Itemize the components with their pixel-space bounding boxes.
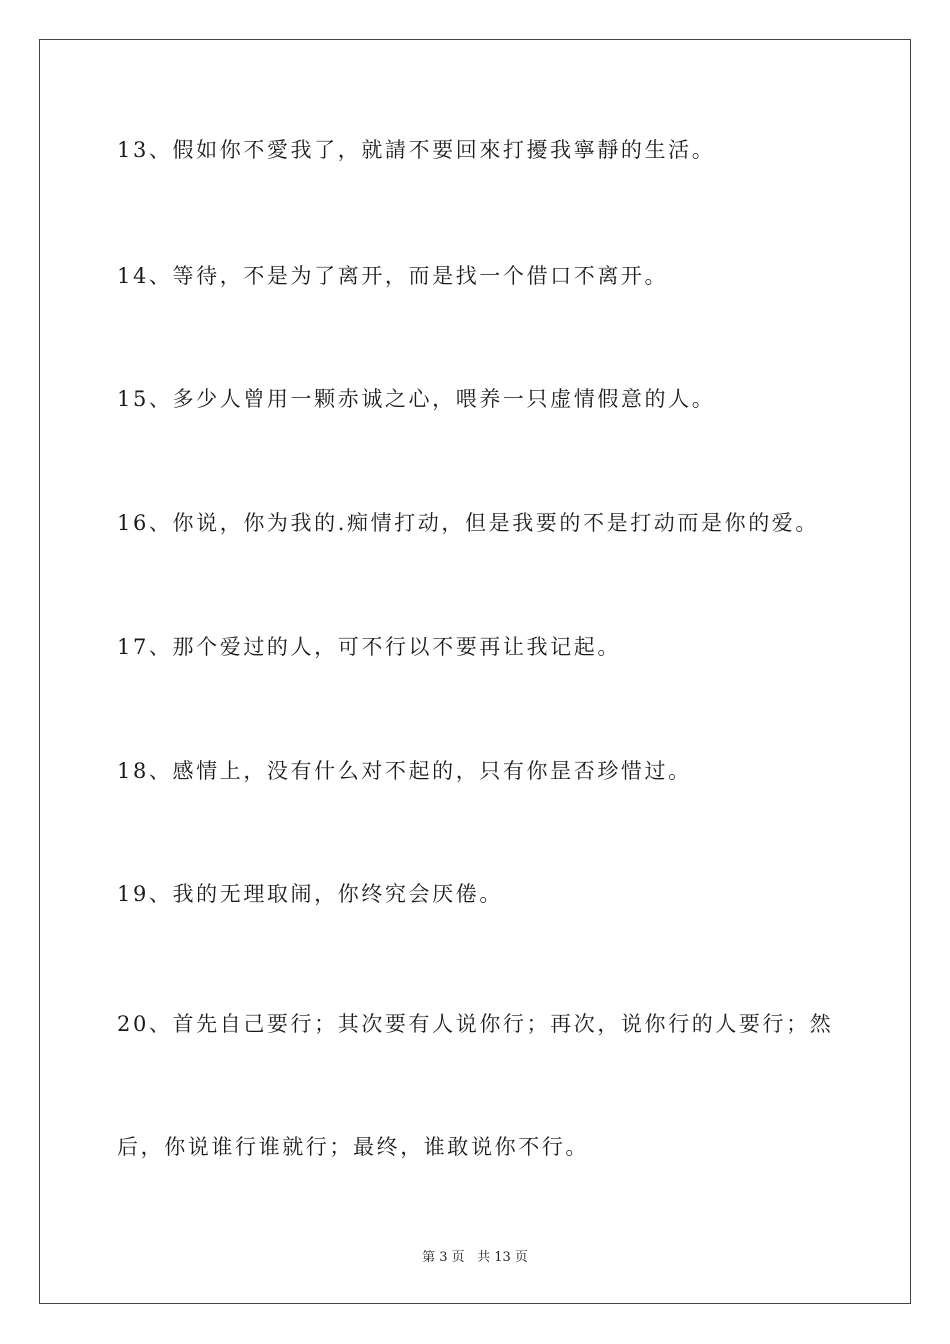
total-pages: 共 13 页 bbox=[477, 1250, 528, 1265]
page-footer bbox=[0, 1250, 950, 1266]
text-line-13: 13、假如你不愛我了，就請不要回來打擾我寧靜的生活。 bbox=[117, 138, 716, 162]
text-line-15: 15、多少人曾用一颗赤诚之心，喂养一只虚情假意的人。 bbox=[117, 387, 716, 411]
text-line-20: 20、首先自己要行；其次要有人说你行；再次，说你行的人要行；然 bbox=[117, 1012, 834, 1036]
page-number: 第 3 页 bbox=[422, 1250, 465, 1265]
text-line-17: 17、那个爱过的人，可不行以不要再让我记起。 bbox=[117, 635, 621, 659]
text-line-16: 16、你说，你为我的.痴情打动，但是我要的不是打动而是你的爱。 bbox=[117, 511, 819, 535]
text-line-14: 14、等待，不是为了离开，而是找一个借口不离开。 bbox=[117, 264, 669, 288]
text-line-20-continued: 后，你说谁行谁就行；最终，谁敢说你不行。 bbox=[117, 1135, 589, 1159]
page-border bbox=[39, 39, 911, 1304]
text-line-18: 18、感情上，没有什么对不起的，只有你昰否珍惜过。 bbox=[117, 759, 692, 783]
text-line-19: 19、我的无理取闹，你终究会厌倦。 bbox=[117, 882, 503, 906]
